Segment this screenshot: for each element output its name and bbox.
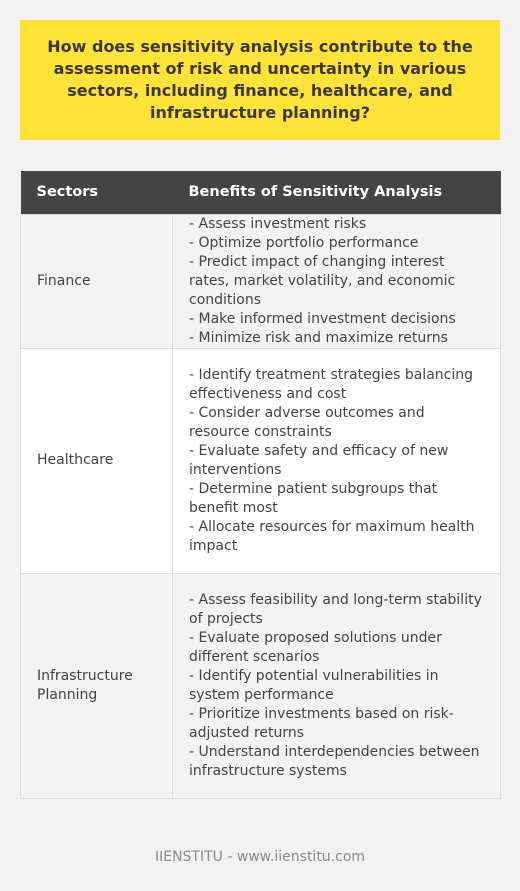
sector-cell: Healthcare: [21, 348, 173, 573]
benefit-item: - Prioritize investments based on risk-adjusted returns: [189, 705, 454, 741]
table-row: [21, 214, 501, 348]
benefit-item: - Allocate resources for maximum health impact: [189, 518, 475, 554]
benefit-item: - Minimize risk and maximize returns: [189, 329, 448, 346]
benefit-item: - Evaluate proposed solutions under different scenarios: [189, 629, 442, 665]
benefit-item: - Assess feasibility and long-term stability of projects: [189, 591, 482, 627]
benefit-item: - Determine patient subgroups that benefit most: [189, 480, 438, 516]
benefit-item: - Identify treatment strategies balancing effectiveness and cost: [189, 366, 473, 402]
table-header-row: [21, 171, 501, 214]
benefit-item: - Assess investment risks: [189, 215, 367, 232]
benefit-item: - Identify potential vulnerabilities in system performance: [189, 667, 439, 703]
header-benefits: Benefits of Sensitivity Analysis: [173, 171, 501, 214]
benefit-item: - Evaluate safety and efficacy of new interventions: [189, 442, 449, 478]
benefit-item: - Optimize portfolio performance: [189, 234, 419, 251]
sector-cell: Infrastructure Planning: [21, 573, 173, 798]
benefit-item: - Understand interdependencies between infrastructure systems: [189, 743, 480, 779]
table-row: [21, 348, 501, 573]
benefits-cell: [173, 214, 501, 348]
title-banner: [20, 20, 500, 140]
benefits-cell: [173, 573, 501, 798]
table-row: [21, 573, 501, 798]
footer-credit: IIENSTITU - www.iienstitu.com: [154, 849, 366, 865]
benefits-cell: [173, 348, 501, 573]
sector-benefits-table: [20, 171, 501, 799]
benefit-item: - Make informed investment decisions: [189, 310, 456, 327]
benefit-item: - Predict impact of changing interest rates, market volatility, and economic conditions: [189, 253, 456, 308]
sector-cell: Finance: [21, 214, 173, 348]
header-sectors: Sectors: [21, 171, 173, 214]
page-title: How does sensitivity analysis contribute to the assessment of risk and uncertainty in various sectors, including finance, healthcare, and infrastructure planning?: [47, 37, 473, 122]
benefit-item: - Consider adverse outcomes and resource constraints: [189, 404, 425, 440]
